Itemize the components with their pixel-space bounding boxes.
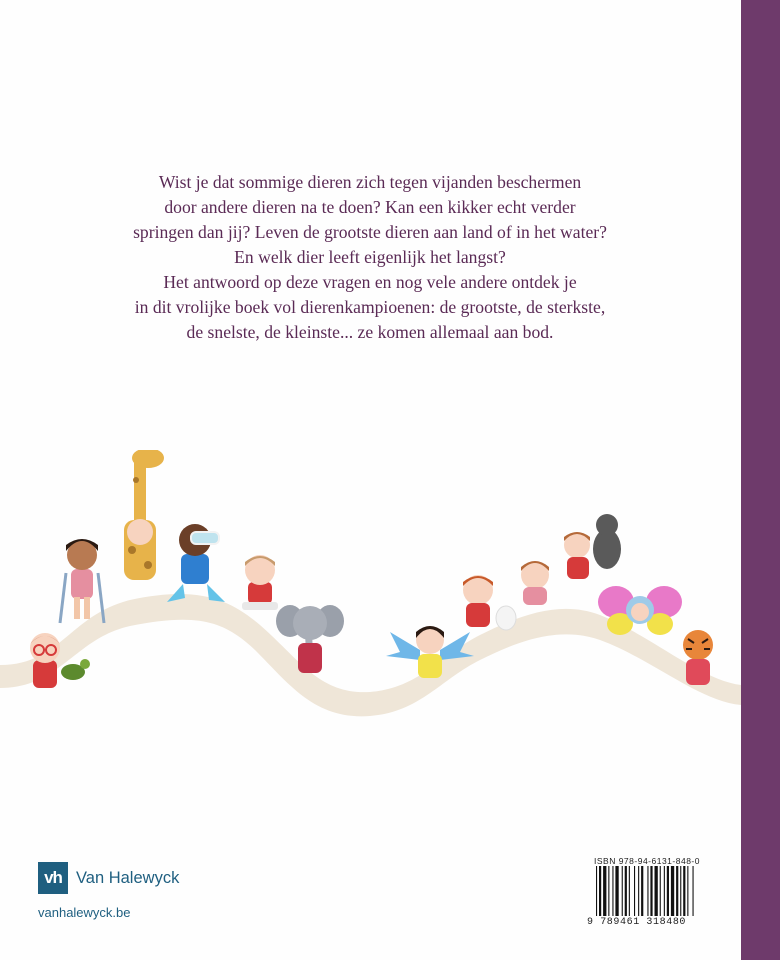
barcode-bar: [634, 866, 635, 916]
child-butterfly: [598, 586, 682, 635]
blurb-line: door andere dieren na te doen? Kan een kikker echt verder: [164, 197, 576, 217]
child-crouching: [521, 561, 549, 605]
barcode-bar: [615, 866, 618, 916]
children-parade-illustration: [0, 450, 741, 750]
barcode-bar: [629, 866, 630, 916]
child-dog: [564, 514, 621, 579]
blurb-line: Wist je dat sommige dieren zich tegen vijanden beschermen: [158, 172, 582, 192]
publisher-website: vanhalewyck.be: [38, 905, 131, 920]
barcode-bar: [650, 866, 652, 916]
child-tiger: [683, 630, 713, 685]
barcode-bar: [622, 866, 623, 916]
barcode-bar: [625, 866, 627, 916]
barcode-bar: [596, 866, 597, 916]
barcode-bar: [671, 866, 674, 916]
barcode-bar: [612, 866, 613, 916]
barcode-bar: [638, 866, 639, 916]
barcode-bar: [693, 866, 694, 916]
barcode-bar: [608, 866, 609, 916]
spine-strip: [741, 0, 780, 960]
barcode-bar: [687, 866, 688, 916]
barcode-bar: [655, 866, 658, 916]
barcode-bar: [660, 866, 661, 916]
blurb-line: springen dan jij? Leven de grootste dieren aan land of in het water?: [133, 222, 607, 242]
barcode-bar: [667, 866, 669, 916]
barcode-digits: 9 789461 318480: [587, 917, 687, 928]
blurb-text: [60, 170, 680, 345]
blurb-line: Het antwoord op deze vragen en nog vele andere ontdek je: [163, 272, 577, 292]
barcode-bar: [647, 866, 648, 916]
barcode-bar: [603, 866, 606, 916]
barcode: [594, 866, 729, 916]
blurb-line: En welk dier leeft eigenlijk het langst?: [234, 247, 506, 267]
child-snorkel: [167, 524, 225, 602]
child-egg: [463, 575, 516, 630]
blurb-line: de snelste, de kleinste... ze komen allemaal aan bod.: [186, 322, 554, 342]
child-crutches: [60, 539, 104, 623]
child-scale: [242, 555, 278, 610]
barcode-bar: [664, 866, 665, 916]
barcode-bar: [683, 866, 685, 916]
child-giraffe: [124, 450, 164, 580]
publisher-logo: [38, 862, 179, 894]
publisher-name: Van Halewyck: [76, 868, 180, 887]
barcode-bar: [680, 866, 681, 916]
publisher-logo-mark: vh: [38, 862, 68, 894]
barcode-bar: [599, 866, 601, 916]
barcode-bar: [641, 866, 643, 916]
isbn-label: ISBN 978-94-6131-848-0: [594, 856, 700, 866]
barcode-bar: [676, 866, 678, 916]
blurb-line: in dit vrolijke boek vol dierenkampioenen: de grootste, de sterkste,: [134, 297, 606, 317]
